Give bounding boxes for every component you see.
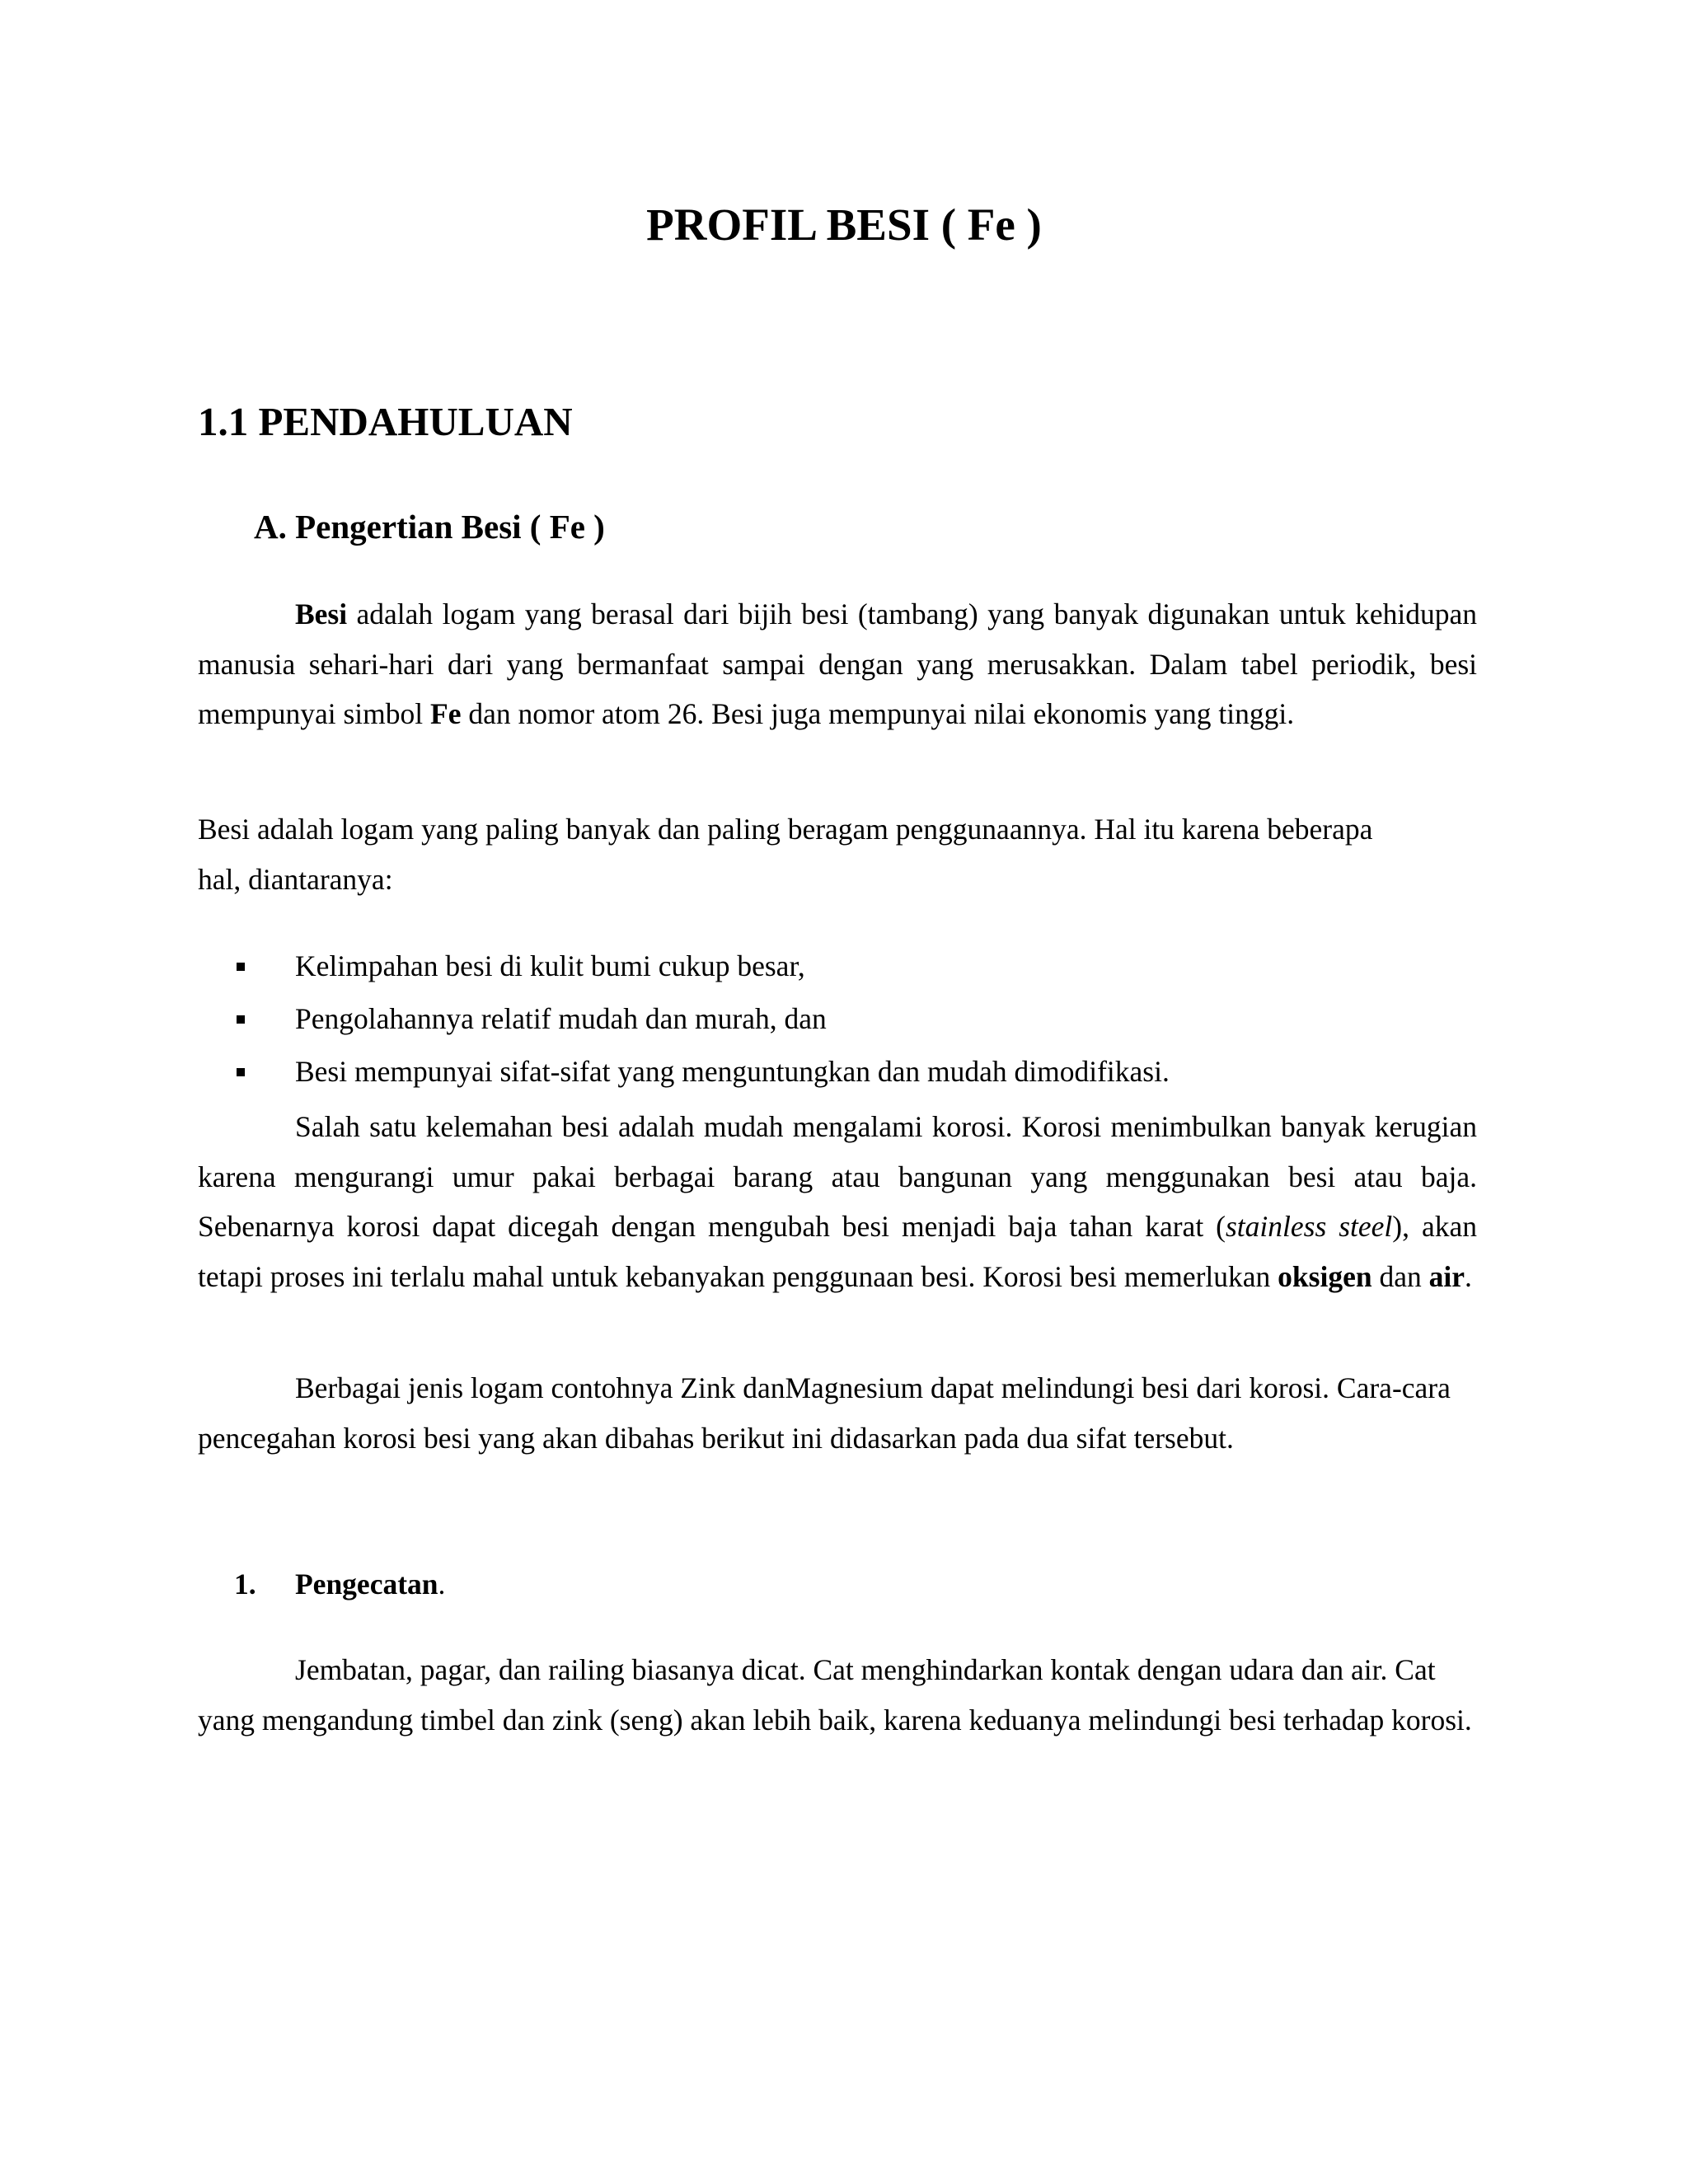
list-item-text: Besi mempunyai sifat-sifat yang menguntungkan dan mudah dimodifikasi. — [295, 1055, 1170, 1088]
paragraph-corrosion-text-b: ), akan tetapi proses ini terlalu mahal untuk kebanyakan penggunaan besi. Korosi besi memerlukan — [198, 1210, 1477, 1293]
bold-air: air — [1428, 1259, 1465, 1293]
list-item-text: Kelimpahan besi di kulit bumi cukup besar, — [295, 949, 805, 982]
symbol-fe: Fe — [430, 697, 462, 730]
term-besi: Besi — [295, 598, 348, 630]
section-heading: 1.1 PENDAHULUAN — [198, 399, 573, 444]
heading-label-wrapper — [295, 1564, 445, 1604]
paragraph-definition-text-b: dan nomor atom 26. Besi juga mempunyai nilai ekonomis yang tinggi. — [461, 697, 1295, 730]
paragraph-corrosion-text-a: Salah satu kelemahan besi adalah mudah mengalami korosi. Korosi menimbulkan banyak kerugian karena mengurangi umur pakai berbagai barang atau bangunan yang menggunakan besi atau baja. Sebenarnya korosi dapat dicegah dengan mengubah besi menjadi baja tahan karat ( — [198, 1110, 1477, 1243]
paragraph-definition — [198, 589, 1477, 739]
square-bullet-icon — [237, 1068, 245, 1076]
list-item-text: Pengolahannya relatif mudah dan murah, dan — [295, 1002, 827, 1035]
paragraph-corrosion-text-c: dan — [1372, 1259, 1429, 1293]
square-bullet-icon — [237, 1015, 245, 1024]
list-item — [198, 940, 1484, 992]
paragraph-painting: Jembatan, pagar, dan railing biasanya dicat. Cat menghindarkan kontak dengan udara dan air. Cat yang mengandung timbel dan zink (seng) akan lebih baik, karena keduanya melindungi besi terhadap korosi. — [198, 1653, 1472, 1736]
subsection-heading: A. Pengertian Besi ( Fe ) — [254, 508, 605, 546]
list-item — [198, 992, 1484, 1045]
heading-number: 1. — [234, 1568, 256, 1601]
bold-oksigen: oksigen — [1278, 1259, 1372, 1293]
paragraph-protection: Berbagai jenis logam contohnya Zink danMagnesium dapat melindungi besi dari korosi. Cara-cara pencegahan korosi besi yang akan dibahas berikut ini didasarkan pada dua sifat tersebut. — [198, 1371, 1451, 1455]
italic-stainless-steel: stainless steel — [1225, 1210, 1393, 1243]
paragraph-definition-text-a: adalah logam yang berasal dari bijih besi (tambang) yang banyak digunakan untuk kehidupan manusia sehari-hari dari yang bermanfaat sampai dengan yang merusakkan. Dalam tabel periodik, besi mempunyai simbol — [198, 598, 1477, 730]
paragraph-usage: Besi adalah logam yang paling banyak dan paling beragam penggunaannya. Hal itu karena beberapa hal, diantaranya: — [198, 813, 1373, 896]
heading-suffix: . — [438, 1568, 446, 1601]
paragraph-corrosion — [198, 1102, 1477, 1301]
heading-label: Pengecatan — [295, 1568, 438, 1601]
square-bullet-icon — [237, 963, 245, 971]
reasons-list — [198, 940, 1484, 1098]
list-item — [198, 1045, 1484, 1098]
document-title: PROFIL BESI ( Fe ) — [646, 199, 1042, 250]
paragraph-corrosion-text-d: . — [1464, 1259, 1472, 1293]
